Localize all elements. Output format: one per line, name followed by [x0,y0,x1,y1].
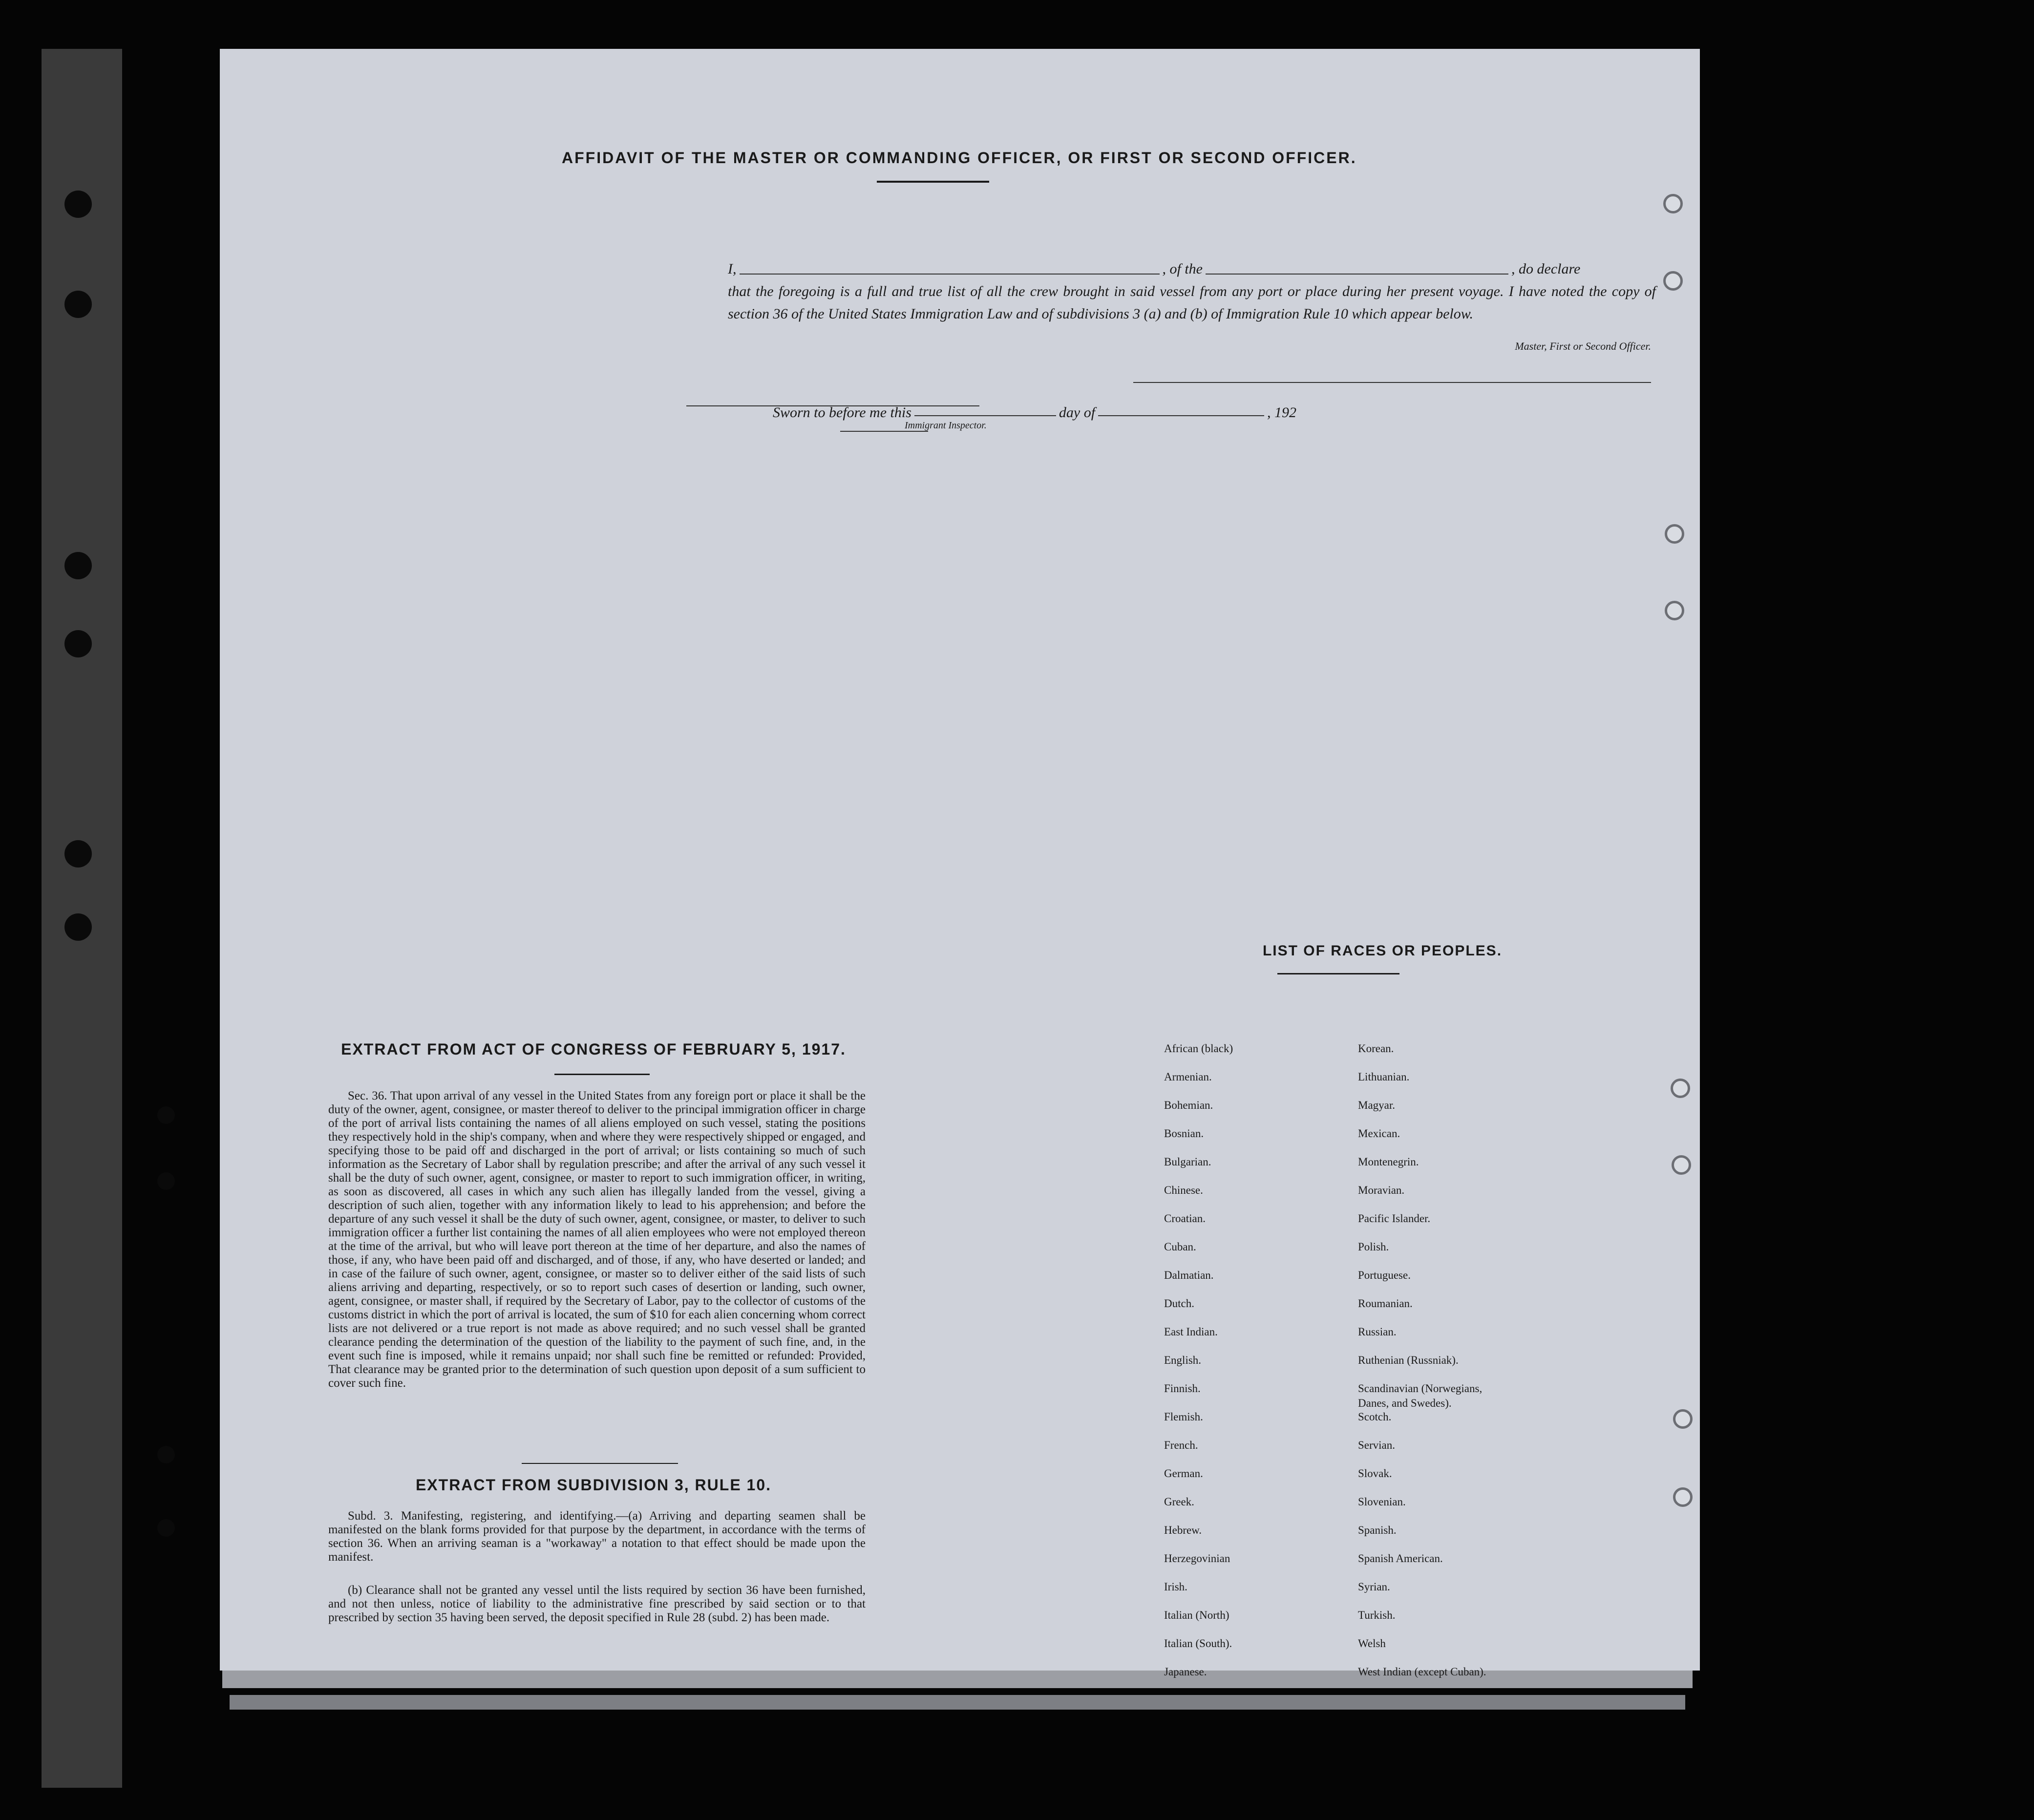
race-item: Irish. [1164,1581,1187,1593]
race-item: Croatian. [1164,1212,1206,1225]
punch-hole [1672,1155,1691,1175]
punch-hole [1663,271,1683,291]
act-extract-title: EXTRACT FROM ACT OF CONGRESS OF FEBRUARY 5, 1917. [341,1040,846,1058]
inspector-caption: Immigrant Inspector. [905,420,987,431]
punch-hole [1673,1409,1693,1429]
race-item: Hebrew. [1164,1524,1202,1536]
race-item: Welsh [1358,1637,1386,1650]
document-page [220,49,1700,1678]
race-item: Moravian. [1358,1184,1405,1196]
signature-caption: Master, First or Second Officer. [1515,340,1651,352]
declaration-of-the: , of the [1162,261,1203,277]
race-item: German. [1164,1467,1203,1480]
sworn-year: , 192 [1267,404,1297,421]
race-item: Polish. [1358,1241,1389,1253]
race-item: Slovenian. [1358,1496,1406,1508]
race-item: English. [1164,1354,1202,1366]
month-field[interactable] [1098,405,1264,416]
name-field[interactable] [740,264,1160,275]
races-title: LIST OF RACES OR PEOPLES. [1262,943,1503,959]
binder-hole [157,1519,175,1537]
inspector-signature-line[interactable] [686,405,979,406]
race-item: East Indian. [1164,1326,1218,1338]
races-title-underline [1277,973,1399,974]
race-item: Mexican. [1358,1127,1400,1140]
race-item: Montenegrin. [1358,1156,1419,1168]
declaration-i: I, [728,261,737,277]
race-item: Herzegovinian [1164,1552,1230,1565]
page-edge [230,1695,1685,1710]
race-item: Flemish. [1164,1411,1203,1423]
section-divider [522,1463,678,1464]
binder-hole [64,913,92,941]
race-item: Spanish American. [1358,1552,1443,1565]
race-item: French. [1164,1439,1198,1451]
declaration-do-declare: , do declare [1511,261,1581,277]
act-extract-body: Sec. 36. That upon arrival of any vessel in the United States from any foreign port or place it shall be the duty of the owner, agent, consignee, or master thereof to deliver to the principal immigration officer in charge of the port of arrival lists containing the names of all aliens employed on such vessel, stating the positions they respectively hold in the ship's company, when and where they were respectively shipped or engaged, and specifying those to be paid off and discharged in the port of arrival; or lists containing so much of such information as the Secretary of Labor shall by regulation prescribe; and after the arrival of any such vessel it shall be the duty of such owner, agent, consignee, or master to report to such immigration officer, in writing, as soon as discovered, all cases in which any such alien has illegally landed from the vessel, giving a description of such alien, together with any information likely to lead to his apprehension; and before the departure of any such vessel it shall be the duty of such owner, agent, consignee, or master, to deliver to such immigration officer a further list containing the names of all alien employees who were not employed thereon at the time of the arrival, but who will leave port thereon at the time of her departure, and also the names of those, if any, who have been paid off and discharged, and of those, if any, who have deserted or landed; and in case of the failure of such owner, agent, consignee, or master so to deliver either of the said lists of such aliens arriving and departing, respectively, or so to report such cases of desertion or landing, such owner, agent, consignee, or master shall, if required by the Secretary of Labor, pay to the collector of customs of the customs district in which the port of arrival is located, the sum of $10 for each alien concerning whom correct lists are not delivered or a true report is not made as above required; and no such vessel shall be granted clearance pending the determination of the question of the liability to the payment of such fine, and, in the event such fine is imposed, while it remains unpaid; nor shall such fine be remitted or refunded: Provided, That clearance may be granted prior to the determination of such question upon deposit of a sum sufficient to cover such fine. [328,1089,866,1390]
race-item: Cuban. [1164,1241,1196,1253]
race-item: Scotch. [1358,1411,1392,1423]
race-item: Turkish. [1358,1609,1396,1621]
punch-hole [1665,601,1684,620]
race-item: Italian (South). [1164,1637,1232,1650]
race-item: Scandinavian (Norwegians, Danes, and Swedes). [1358,1382,1483,1409]
race-item: West Indian (except Cuban). [1358,1666,1486,1678]
binder-hole [157,1172,175,1190]
race-item: Dutch. [1164,1297,1194,1310]
binder-hole [64,552,92,579]
race-item: African (black) [1164,1042,1233,1055]
race-item: Japanese. [1164,1666,1207,1678]
rule-extract-title: EXTRACT FROM SUBDIVISION 3, RULE 10. [415,1476,772,1494]
race-item: Greek. [1164,1496,1194,1508]
affidavit-title: AFFIDAVIT OF THE MASTER OR COMMANDING OFFICER, OR FIRST OR SECOND OFFICER. [562,149,1357,167]
race-item: Bohemian. [1164,1099,1213,1111]
signature-line[interactable] [1133,382,1651,383]
binder-hole [64,190,92,218]
race-item: Portuguese. [1358,1269,1411,1281]
binder-hole [157,1106,175,1124]
binder-hole [64,291,92,318]
day-field[interactable] [914,405,1056,416]
race-item: Roumanian. [1358,1297,1413,1310]
race-item: Ruthenian (Russniak). [1358,1354,1459,1366]
race-item: Armenian. [1164,1071,1212,1083]
race-item: Chinese. [1164,1184,1203,1196]
binder-hole [64,630,92,657]
rule-extract-para-b: (b) Clearance shall not be granted any vessel until the lists required by section 36 have been furnished, and not then unless, notice of liability to the administrative fine prescribed by said section or to that prescribed by section 35 having been served, the deposit specified in Rule 28 (subd. 2) has been made. [328,1584,866,1624]
binder-hole [157,1446,175,1463]
race-item: Pacific Islander. [1358,1212,1431,1225]
punch-hole [1673,1487,1693,1507]
race-item: Korean. [1358,1042,1394,1055]
declaration-body: that the foregoing is a full and true list of all the crew brought in said vessel from any port or place during her present voyage. I have noted the copy of section 36 of the United States Immigration Law and of subdivisions 3 (a) and (b) of Immigration Rule 10 which appear below. [728,283,1656,322]
race-item: Russian. [1358,1326,1397,1338]
vessel-field[interactable] [1206,264,1508,275]
race-item: Bosnian. [1164,1127,1204,1140]
rule-extract-para-a: Subd. 3. Manifesting, registering, and identifying.—(a) Arriving and departing seamen shall be manifested on the blank forms provided for that purpose by the department, in accordance with the terms of section 36. When an arriving seaman is a "workaway" a notation to that effect should be made upon the manifest. [328,1509,866,1564]
sworn-day-of: day of [1059,404,1096,421]
race-item: Finnish. [1164,1382,1201,1395]
race-item: Bulgarian. [1164,1156,1211,1168]
race-item: Servian. [1358,1439,1396,1451]
binder-hole [64,840,92,868]
race-item: Dalmatian. [1164,1269,1214,1281]
race-item: Italian (North) [1164,1609,1229,1621]
race-item: Magyar. [1358,1099,1396,1111]
title-underline [877,181,989,183]
punch-hole [1665,524,1684,544]
races-left-column [1164,1041,1340,1693]
punch-hole [1671,1079,1690,1098]
race-item: Syrian. [1358,1581,1390,1593]
sworn-prefix: Sworn to before me this [773,404,911,421]
races-right-column [1358,1041,1612,1693]
sworn-line [773,404,1296,421]
act-title-underline [554,1074,650,1075]
race-item: Slovak. [1358,1467,1392,1480]
race-item: Spanish. [1358,1524,1397,1536]
declaration [728,258,1656,325]
punch-hole [1663,194,1683,213]
race-item: Lithuanian. [1358,1071,1410,1083]
